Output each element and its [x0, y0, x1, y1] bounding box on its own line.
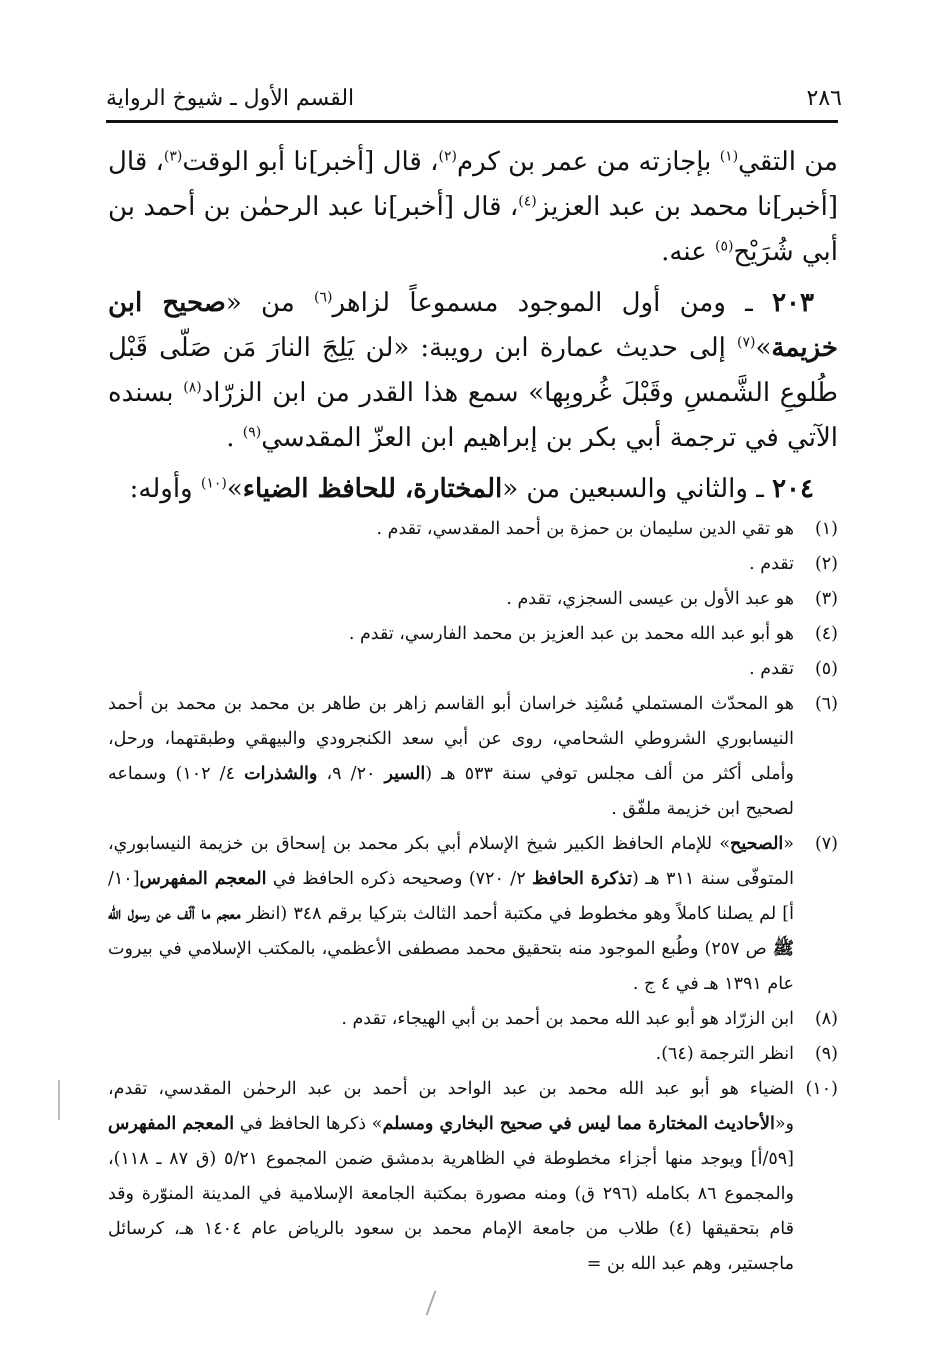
scan-mark	[58, 1080, 60, 1120]
footnote: (١٠) الضياء هو أبو عبد الله محمد بن عبد الواحد بن أحمد بن عبد الرحمٰن المقدسي، تقدم، و«الأحاديث المختارة مما ليس في صحيح البخاري ومسلم» ذكرها الحافظ في المعجم المفهرس [٥٩/أ] ويوجد منها أجزاء مخطوطة في الظاهرية بدمشق ضمن المجموع ٥/٢١ (ق ٨٧ ـ ١١٨)، والمجموع ٨٦ بكامله (٢٩٦ ق) ومنه مصورة بمكتبة الجامعة الإسلامية في المدينة المنوّرة وقد قام بتحقيقها (٤) طلاب من جامعة الإمام محمد بن سعود بالرياض عام ١٤٠٤ هـ، كرسائل ماجستير، وهم عبد الله بن =	[108, 1079, 838, 1274]
footnote: (٩) انظر الترجمة (٦٤).	[655, 1044, 838, 1064]
footnotes	[108, 512, 838, 1282]
footnote-ref: (٥)	[714, 238, 734, 255]
paragraph-continuation: من التقي$^{(١)}$ بإجازته من عمر بن كرم$^{(٢)}$، قال [أخبر]نا أبو الوقت$^{(٣)}$، قال [أخبر]نا محمد بن عبد العزيز$^{(٤)}$، قال [أخبر]نا عبد الرحمٰن بن أحمد بن أبي شُرَيْح$^{(٥)}$ عنه.	[108, 147, 839, 267]
footnote: (٥) تقدم .	[749, 659, 838, 679]
book-title: المختارة، للحافظ الضياء	[242, 474, 503, 504]
footnote-ref: (٦)	[314, 289, 333, 306]
footnote-ref: (٧)	[736, 334, 756, 351]
page-number: ٢٨٦	[806, 85, 842, 111]
footnote: (٢) تقدم .	[749, 554, 838, 574]
footnote-ref: (٨)	[183, 379, 202, 396]
footnote-ref: (١)	[719, 148, 739, 165]
footnote: (٨) ابن الزرّاد هو أبو عبد الله محمد بن أحمد بن أبي الهيجاء، تقدم .	[341, 1009, 838, 1029]
footnote-ref: (٣)	[163, 148, 183, 165]
page-header	[106, 78, 842, 118]
entry-number: ٢٠٣	[772, 288, 814, 318]
running-title: القسم الأول ـ شيوخ الرواية	[106, 85, 355, 111]
book-title: صحيح ابن خزيمة	[108, 288, 838, 363]
footnote-ref: (٢)	[438, 148, 457, 165]
header-rule	[106, 120, 838, 123]
footnote: (٦) هو المحدّث المستملي مُسْنِد خراسان أبو القاسم زاهر بن طاهر بن محمد بن محمد بن أحمد النيسابوري الشروطي الشحامي، روى عن أبي سعد الكنجرودي والبيهقي وطبقتهما، ورحل، وأملى أكثر من ألف مجلس توفي سنة ٥٣٣ هـ (السير ٢٠/ ٩، والشذرات ٤/ ١٠٢) وسماعه لصحيح ابن خزيمة ملفّق .	[108, 694, 838, 819]
footnote-ref: (٤)	[518, 193, 537, 210]
scan-mark	[426, 1290, 437, 1315]
footnote: (٤) هو أبو عبد الله محمد بن عبد العزيز بن محمد الفارسي، تقدم .	[348, 624, 838, 644]
main-text	[108, 140, 838, 512]
footnote: (٧) «الصحيح» للإمام الحافظ الكبير شيخ الإسلام أبي بكر محمد بن إسحاق بن خزيمة النيسابوري، المتوفّى سنة ٣١١ هـ (تذكرة الحافظ ٢/ ٧٢٠) وصحيحه ذكره الحافظ في المعجم المفهرس[١٠/أ] لم يصلنا كاملاً وهو مخطوط في مكتبة أحمد الثالث بتركيا برقم ٣٤٨ (انظر معجم ما ألّف عن رسول الله ﷺ ص ٢٥٧) وطُبع الموجود منه بتحقيق محمد مصطفى الأعظمي، بالمكتب الإسلامي في بيروت عام ١٣٩١ هـ في ٤ ج .	[108, 834, 838, 994]
paragraph-entry-204: ٢٠٤ ـ والثاني والسبعين من «المختارة، للحافظ الضياء»$^{(١٠)}$ وأوله:	[129, 474, 814, 504]
paragraph-entry-203: ٢٠٣ ـ ومن أول الموجود مسموعاً لزاهر$^{(٦)}$ من «صحيح ابن خزيمة»$^{(٧)}$ إلى حديث عمارة ابن رويبة: «لن يَلِجَ النارَ مَن صَلّى قَبْل طُلوعِ الشَّمسِ وقَبْلَ غُروبِها» سمع هذا القدر من ابن الزرّاد$^{(٨)}$ بسنده الآتي في ترجمة أبي بكر بن إبراهيم ابن العزّ المقدسي$^{(٩)}$ .	[108, 288, 839, 453]
footnote: (٣) هو عبد الأول بن عيسى السجزي، تقدم .	[506, 589, 838, 609]
entry-number: ٢٠٤	[772, 474, 814, 504]
footnote-ref: (١٠)	[200, 475, 227, 492]
footnote: (١) هو تقي الدين سليمان بن حمزة بن أحمد المقدسي، تقدم .	[376, 519, 838, 539]
footnote-ref: (٩)	[242, 424, 262, 441]
